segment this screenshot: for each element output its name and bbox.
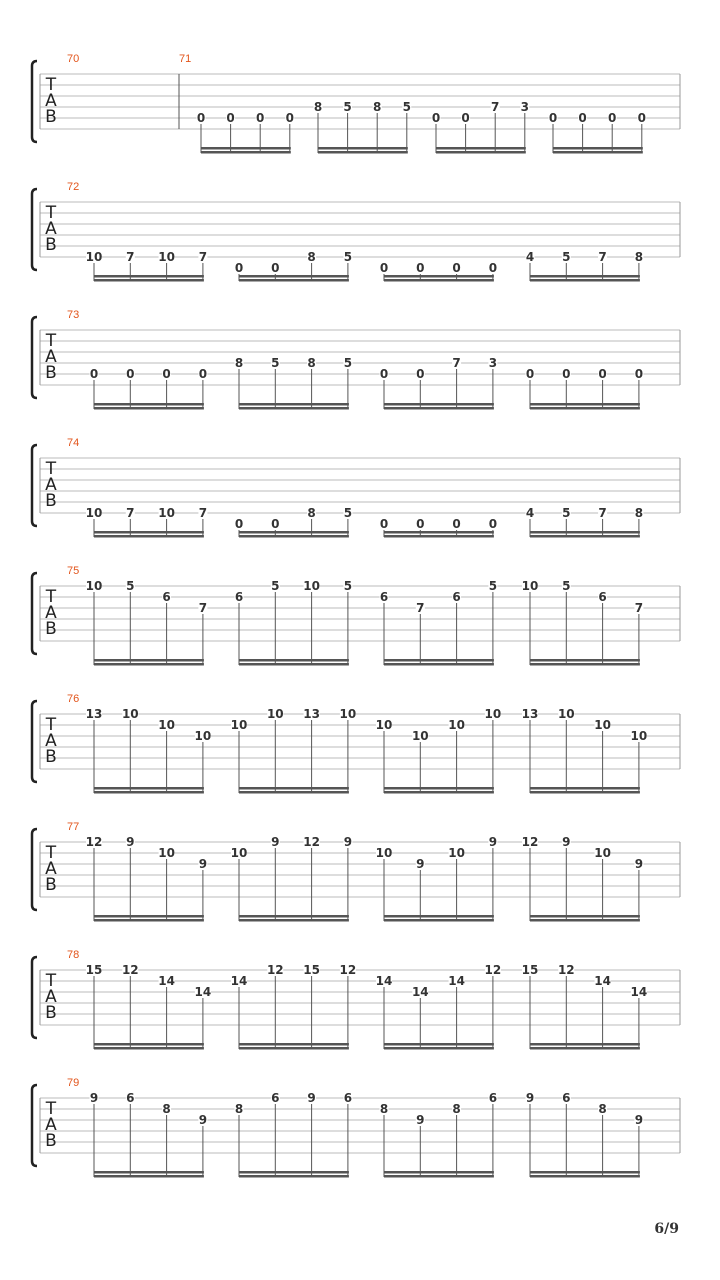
fret-number: 14 — [194, 985, 212, 999]
fret-number: 9 — [343, 835, 353, 849]
fret-number: 0 — [488, 517, 498, 531]
fret-number: 7 — [198, 250, 208, 264]
beam — [530, 531, 640, 534]
fret-number: 0 — [379, 261, 389, 275]
beam — [553, 151, 643, 154]
page-number: 6/9 — [654, 1221, 679, 1237]
fret-number: 10 — [230, 846, 248, 860]
staff-brace — [32, 573, 37, 654]
fret-number: 8 — [634, 250, 644, 264]
beam — [94, 663, 204, 666]
beam — [94, 275, 204, 278]
measure-number: 78 — [67, 949, 80, 961]
beam — [239, 663, 349, 666]
staff-brace — [32, 957, 37, 1038]
beam — [94, 659, 204, 662]
tab-clef-letter: B — [45, 619, 57, 639]
fret-number: 9 — [198, 857, 208, 871]
fret-number: 6 — [488, 1091, 498, 1105]
tab-clef-letter: T — [45, 971, 57, 991]
fret-number: 12 — [484, 963, 502, 977]
fret-number: 9 — [126, 835, 135, 849]
fret-number: 10 — [303, 579, 320, 593]
beam — [239, 403, 349, 406]
beam — [201, 151, 291, 154]
beam — [384, 915, 494, 918]
fret-number: 10 — [594, 718, 611, 732]
fret-number: 3 — [488, 356, 498, 370]
beam — [94, 1175, 204, 1178]
fret-number: 10 — [630, 729, 648, 743]
beam — [239, 275, 349, 278]
beam — [530, 1175, 640, 1178]
fret-number: 10 — [339, 707, 357, 721]
beam — [384, 659, 494, 662]
fret-number: 5 — [126, 579, 135, 593]
fret-number: 5 — [488, 579, 498, 593]
tab-clef-letter: A — [45, 475, 57, 495]
fret-number: 0 — [196, 111, 206, 125]
staff-brace — [32, 1085, 37, 1166]
staff-brace — [32, 317, 37, 398]
fret-number: 10 — [594, 846, 611, 860]
fret-number: 5 — [562, 579, 571, 593]
measure-number: 72 — [67, 181, 80, 193]
fret-number: 0 — [562, 367, 571, 381]
tab-clef-letter: B — [45, 107, 57, 127]
fret-number: 10 — [411, 729, 429, 743]
fret-number: 0 — [461, 111, 470, 125]
beam — [530, 1043, 640, 1046]
beam — [384, 663, 494, 666]
fret-number: 7 — [491, 100, 500, 114]
fret-number: 6 — [379, 590, 389, 604]
fret-number: 0 — [126, 367, 135, 381]
fret-number: 12 — [121, 963, 139, 977]
beam — [94, 535, 204, 538]
fret-number: 6 — [234, 590, 244, 604]
beam — [530, 535, 640, 538]
tab-clef-letter: B — [45, 875, 57, 895]
beam — [94, 403, 204, 406]
fret-number: 0 — [452, 517, 461, 531]
fret-number: 6 — [126, 1091, 135, 1105]
fret-number: 10 — [448, 846, 465, 860]
beam — [530, 1047, 640, 1050]
fret-number: 7 — [416, 601, 425, 615]
beam — [436, 151, 526, 154]
beam — [239, 1175, 349, 1178]
fret-number: 14 — [448, 974, 465, 988]
fret-number: 10 — [484, 707, 502, 721]
fret-number: 12 — [521, 835, 539, 849]
beam — [384, 275, 494, 278]
fret-number: 10 — [448, 718, 465, 732]
beam — [239, 915, 349, 918]
fret-number: 0 — [234, 517, 244, 531]
tab-clef-letter: T — [45, 715, 57, 735]
fret-number: 0 — [226, 111, 235, 125]
fret-number: 9 — [416, 857, 425, 871]
measure-number: 70 — [67, 53, 80, 65]
fret-number: 14 — [594, 974, 611, 988]
measure-number: 79 — [67, 1077, 80, 1089]
fret-number: 10 — [85, 506, 103, 520]
beam — [553, 147, 643, 150]
fret-number: 6 — [598, 590, 607, 604]
tab-clef-letter: T — [45, 843, 57, 863]
fret-number: 9 — [416, 1113, 425, 1127]
beam — [239, 407, 349, 410]
fret-number: 7 — [126, 506, 135, 520]
fret-number: 0 — [608, 111, 617, 125]
fret-number: 5 — [562, 506, 571, 520]
tab-clef-letter: A — [45, 347, 57, 367]
beam — [384, 787, 494, 790]
tab-clef-letter: T — [45, 75, 57, 95]
fret-number: 10 — [266, 707, 284, 721]
fret-number: 10 — [158, 250, 175, 264]
fret-number: 0 — [452, 261, 461, 275]
beam — [530, 659, 640, 662]
fret-number: 0 — [488, 261, 498, 275]
beam — [530, 1171, 640, 1174]
fret-number: 9 — [307, 1091, 316, 1105]
fret-number: 7 — [126, 250, 135, 264]
fret-number: 12 — [303, 835, 320, 849]
beam — [384, 791, 494, 794]
fret-number: 13 — [521, 707, 539, 721]
fret-number: 9 — [562, 835, 571, 849]
beam — [239, 1043, 349, 1046]
tab-clef-letter: A — [45, 987, 57, 1007]
fret-number: 14 — [230, 974, 248, 988]
fret-number: 0 — [634, 367, 644, 381]
tab-clef-letter: T — [45, 1099, 57, 1119]
beam — [530, 919, 640, 922]
fret-number: 8 — [307, 506, 316, 520]
beam — [384, 1047, 494, 1050]
beam — [239, 1171, 349, 1174]
tab-clef-letter: B — [45, 491, 57, 511]
fret-number: 7 — [198, 506, 208, 520]
beam — [384, 1171, 494, 1174]
measure-number: 77 — [67, 821, 80, 833]
fret-number: 0 — [416, 367, 425, 381]
tab-clef-letter: T — [45, 587, 57, 607]
fret-number: 14 — [158, 974, 175, 988]
fret-number: 15 — [303, 963, 320, 977]
fret-number: 0 — [416, 261, 425, 275]
fret-number: 0 — [379, 517, 389, 531]
tab-clef-letter: B — [45, 1131, 57, 1151]
staff-brace — [32, 61, 37, 142]
fret-number: 13 — [303, 707, 320, 721]
fret-number: 14 — [411, 985, 429, 999]
fret-number: 10 — [121, 707, 139, 721]
fret-number: 9 — [198, 1113, 208, 1127]
fret-number: 10 — [85, 579, 103, 593]
fret-number: 0 — [431, 111, 441, 125]
fret-number: 8 — [234, 356, 244, 370]
fret-number: 3 — [520, 100, 529, 114]
fret-number: 12 — [85, 835, 103, 849]
fret-number: 8 — [313, 100, 323, 114]
fret-number: 0 — [525, 367, 535, 381]
tab-clef-letter: B — [45, 363, 57, 383]
fret-number: 0 — [271, 261, 280, 275]
fret-number: 4 — [525, 506, 535, 520]
fret-number: 0 — [198, 367, 208, 381]
beam — [384, 407, 494, 410]
fret-number: 9 — [271, 835, 280, 849]
fret-number: 5 — [343, 579, 353, 593]
fret-number: 12 — [339, 963, 357, 977]
beam — [94, 279, 204, 282]
fret-number: 14 — [630, 985, 648, 999]
beam — [384, 279, 494, 282]
staff-brace — [32, 701, 37, 782]
tab-clef-letter: A — [45, 219, 57, 239]
fret-number: 10 — [85, 250, 103, 264]
tab-clef-letter: A — [45, 91, 57, 111]
fret-number: 0 — [285, 111, 294, 125]
fret-number: 5 — [271, 356, 280, 370]
fret-number: 6 — [562, 1091, 571, 1105]
beam — [94, 915, 204, 918]
beam — [239, 531, 349, 534]
tab-clef-letter: B — [45, 1003, 57, 1023]
measure-number: 75 — [67, 565, 80, 577]
tab-clef-letter: A — [45, 1115, 57, 1135]
fret-number: 12 — [266, 963, 284, 977]
beam — [239, 535, 349, 538]
fret-number: 0 — [548, 111, 558, 125]
fret-number: 8 — [307, 250, 316, 264]
tab-clef-letter: T — [45, 331, 57, 351]
beam — [530, 787, 640, 790]
fret-number: 0 — [162, 367, 171, 381]
measure-number: 76 — [67, 693, 80, 705]
beam — [384, 1175, 494, 1178]
tab-clef-letter: B — [45, 747, 57, 767]
fret-number: 9 — [634, 857, 644, 871]
fret-number: 8 — [234, 1102, 244, 1116]
fret-number: 6 — [271, 1091, 280, 1105]
fret-number: 8 — [598, 1102, 607, 1116]
beam — [94, 531, 204, 534]
beam — [530, 663, 640, 666]
beam — [384, 535, 494, 538]
beam — [239, 279, 349, 282]
fret-number: 9 — [89, 1091, 99, 1105]
fret-number: 10 — [230, 718, 248, 732]
fret-number: 14 — [375, 974, 393, 988]
beam — [94, 787, 204, 790]
fret-number: 7 — [198, 601, 208, 615]
fret-number: 5 — [562, 250, 571, 264]
fret-number: 0 — [89, 367, 99, 381]
beam — [384, 531, 494, 534]
fret-number: 8 — [162, 1102, 171, 1116]
beam — [530, 275, 640, 278]
tab-clef-letter: T — [45, 203, 57, 223]
measure-number: 71 — [179, 53, 192, 65]
staff-brace — [32, 445, 37, 526]
beam — [530, 403, 640, 406]
beam — [318, 151, 408, 154]
fret-number: 0 — [234, 261, 244, 275]
fret-number: 10 — [521, 579, 539, 593]
fret-number: 0 — [271, 517, 280, 531]
fret-number: 10 — [158, 718, 175, 732]
fret-number: 5 — [343, 250, 353, 264]
fret-number: 10 — [158, 846, 175, 860]
fret-number: 9 — [525, 1091, 535, 1105]
beam — [530, 407, 640, 410]
tab-clef-letter: A — [45, 731, 57, 751]
fret-number: 6 — [452, 590, 461, 604]
beam — [94, 1171, 204, 1174]
fret-number: 12 — [557, 963, 575, 977]
beam — [384, 919, 494, 922]
beam — [94, 1043, 204, 1046]
beam — [94, 791, 204, 794]
beam — [318, 147, 408, 150]
fret-number: 5 — [402, 100, 411, 114]
tab-clef-letter: T — [45, 459, 57, 479]
beam — [239, 659, 349, 662]
fret-number: 8 — [307, 356, 316, 370]
beam — [384, 1043, 494, 1046]
beam — [239, 787, 349, 790]
beam — [530, 915, 640, 918]
fret-number: 0 — [256, 111, 265, 125]
fret-number: 13 — [85, 707, 103, 721]
fret-number: 0 — [598, 367, 607, 381]
measure-number: 73 — [67, 309, 80, 321]
fret-number: 10 — [557, 707, 575, 721]
fret-number: 6 — [343, 1091, 353, 1105]
beam — [201, 147, 291, 150]
fret-number: 7 — [598, 506, 607, 520]
beam — [94, 407, 204, 410]
fret-number: 5 — [343, 506, 353, 520]
fret-number: 5 — [343, 100, 352, 114]
fret-number: 15 — [521, 963, 539, 977]
beam — [530, 279, 640, 282]
fret-number: 10 — [375, 846, 393, 860]
fret-number: 15 — [85, 963, 103, 977]
fret-number: 7 — [452, 356, 461, 370]
fret-number: 9 — [488, 835, 498, 849]
beam — [384, 403, 494, 406]
staff-brace — [32, 829, 37, 910]
fret-number: 8 — [379, 1102, 389, 1116]
beam — [530, 791, 640, 794]
fret-number: 7 — [598, 250, 607, 264]
beam — [436, 147, 526, 150]
beam — [94, 1047, 204, 1050]
fret-number: 10 — [158, 506, 175, 520]
fret-number: 5 — [343, 356, 353, 370]
tab-clef-letter: B — [45, 235, 57, 255]
fret-number: 0 — [416, 517, 425, 531]
tab-clef-letter: A — [45, 603, 57, 623]
fret-number: 5 — [271, 579, 280, 593]
fret-number: 8 — [634, 506, 644, 520]
beam — [239, 791, 349, 794]
fret-number: 0 — [379, 367, 389, 381]
measure-number: 74 — [67, 437, 80, 449]
staff-brace — [32, 189, 37, 270]
tab-clef-letter: A — [45, 859, 57, 879]
fret-number: 7 — [634, 601, 644, 615]
fret-number: 8 — [452, 1102, 461, 1116]
beam — [239, 919, 349, 922]
fret-number: 10 — [375, 718, 393, 732]
beam — [239, 1047, 349, 1050]
fret-number: 10 — [194, 729, 212, 743]
fret-number: 0 — [637, 111, 646, 125]
fret-number: 0 — [578, 111, 587, 125]
fret-number: 9 — [634, 1113, 644, 1127]
beam — [94, 919, 204, 922]
fret-number: 4 — [525, 250, 535, 264]
fret-number: 6 — [162, 590, 171, 604]
fret-number: 8 — [373, 100, 382, 114]
